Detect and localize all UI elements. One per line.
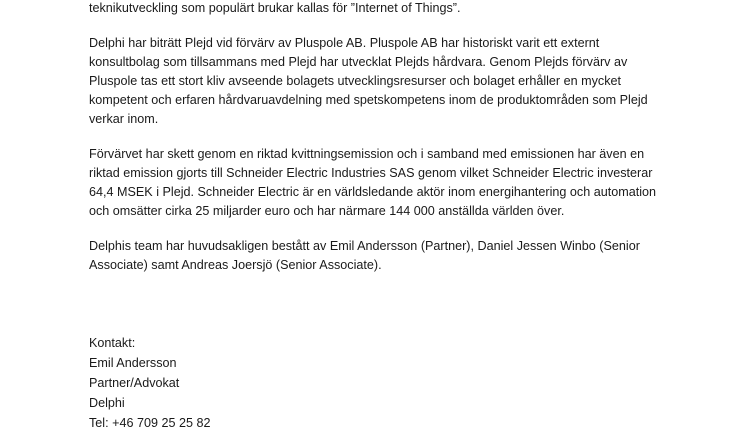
paragraph-team — [89, 237, 689, 275]
text-line: Delphi har biträtt Plejd vid förvärv av Pluspole AB. Pluspole AB har historiskt varit ett externt — [89, 36, 600, 50]
text-line: Pluspole tas ett stort kliv avseende bolagets utvecklingsresurser och bolaget erhåller en mycket — [89, 74, 622, 88]
contact-heading: Kontakt: — [89, 336, 136, 350]
contact-title: Partner/Advokat — [89, 376, 180, 390]
contact-block — [89, 334, 489, 434]
text-line: riktad emission gjorts till Schneider Electric Industries SAS genom vilket Schneider Electric investerar — [89, 166, 653, 180]
text-line: Associate) samt Andreas Joersjö (Senior Associate). — [89, 258, 382, 272]
paragraph-emission — [89, 145, 689, 221]
text-line: 64,4 MSEK i Plejd. Schneider Electric är en världsledande aktör inom energihantering och automation — [89, 185, 657, 199]
text-line: konsultbolag som tillsammans med Plejd har utvecklat Plejds hårdvara. Genom Plejds förvärv av — [89, 55, 628, 69]
document-body — [89, 0, 689, 291]
paragraph-acquisition — [89, 34, 689, 129]
contact-name: Emil Andersson — [89, 356, 177, 370]
text-line: och omsätter cirka 25 miljarder euro och har närmare 144 000 anställda världen över. — [89, 204, 565, 218]
text-line: teknikutveckling som populärt brukar kallas för ”Internet of Things”. — [89, 1, 461, 15]
text-line: Förvärvet har skett genom en riktad kvittningsemission och i samband med emissionen har även en — [89, 147, 645, 161]
contact-phone: Tel: +46 709 25 25 82 — [89, 416, 211, 430]
text-line: kompetent och erfaren hårdvaruavdelning med spetskompetens inom de produktområden som Plejd — [89, 93, 648, 107]
contact-company: Delphi — [89, 396, 125, 410]
text-line: verkar inom. — [89, 112, 159, 126]
text-line: Delphis team har huvudsakligen bestått av Emil Andersson (Partner), Daniel Jessen Winbo (Senior — [89, 239, 640, 253]
paragraph-intro — [89, 0, 689, 18]
